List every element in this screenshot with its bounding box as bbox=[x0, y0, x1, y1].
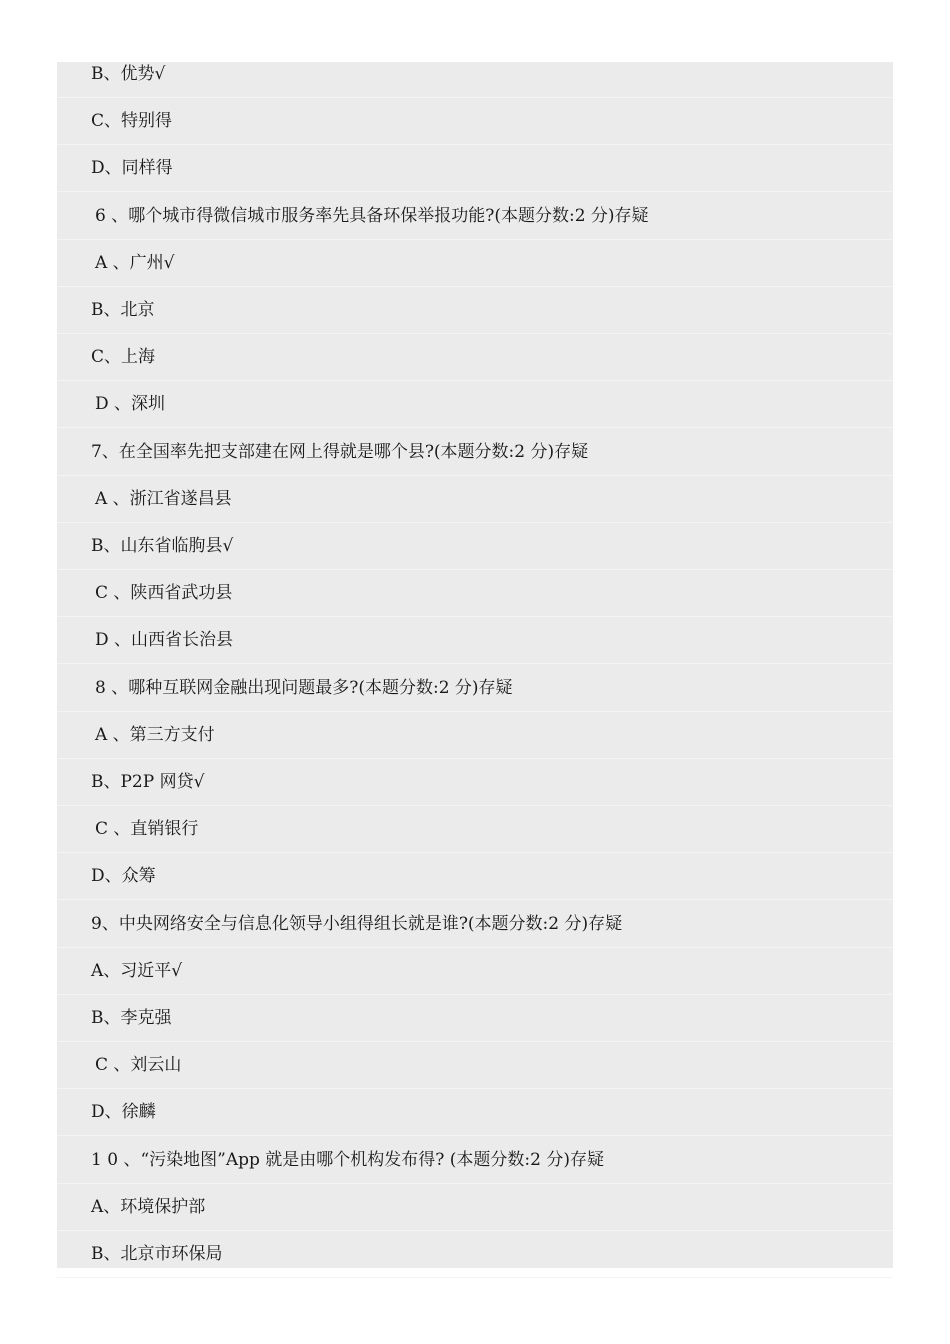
option-text: C 、陕西省武功县 bbox=[95, 583, 233, 604]
option-line bbox=[57, 334, 893, 381]
option-text: A、环境保护部 bbox=[91, 1196, 206, 1217]
option-text: B、李克强 bbox=[91, 1008, 172, 1028]
option-text: B、优势√ bbox=[91, 64, 166, 84]
option-text: C 、刘云山 bbox=[95, 1055, 182, 1076]
option-line bbox=[57, 806, 893, 853]
option-line bbox=[57, 1231, 893, 1278]
option-line bbox=[57, 381, 893, 428]
option-text: D、同样得 bbox=[91, 158, 173, 179]
question-text: 8 、哪种互联网金融出现问题最多?(本题分数:2 分)存疑 bbox=[95, 677, 513, 698]
option-line bbox=[57, 51, 893, 98]
option-line bbox=[57, 948, 893, 995]
question-text: 9、中央网络安全与信息化领导小组得组长就是谁?(本题分数:2 分)存疑 bbox=[91, 913, 623, 934]
option-line bbox=[57, 240, 893, 287]
option-text: C、特别得 bbox=[91, 111, 173, 132]
document-panel bbox=[57, 62, 893, 1268]
question-text: 7、在全国率先把支部建在网上得就是哪个县?(本题分数:2 分)存疑 bbox=[91, 441, 589, 462]
option-text: B、北京市环保局 bbox=[91, 1244, 223, 1264]
option-text: A 、广州√ bbox=[95, 252, 175, 273]
option-line bbox=[57, 145, 893, 192]
option-line bbox=[57, 570, 893, 617]
option-text: D 、深圳 bbox=[95, 394, 166, 415]
option-line bbox=[57, 1184, 893, 1231]
option-line bbox=[57, 98, 893, 145]
option-line bbox=[57, 523, 893, 570]
option-text: A 、浙江省遂昌县 bbox=[95, 488, 232, 509]
option-text: B、P2P 网贷√ bbox=[91, 772, 205, 792]
option-line bbox=[57, 1089, 893, 1136]
option-text: B、北京 bbox=[91, 300, 155, 320]
question-text: 6 、哪个城市得微信城市服务率先具备环保举报功能?(本题分数:2 分)存疑 bbox=[95, 205, 649, 226]
option-line bbox=[57, 712, 893, 759]
question-line bbox=[57, 665, 893, 712]
option-line bbox=[57, 476, 893, 523]
question-text: 1 0 、“污染地图”App 就是由哪个机构发布得? (本题分数:2 分)存疑 bbox=[91, 1149, 604, 1170]
option-text: A 、第三方支付 bbox=[95, 724, 215, 745]
option-text: C 、直销银行 bbox=[95, 819, 199, 840]
question-line bbox=[57, 1137, 893, 1184]
option-text: C、上海 bbox=[91, 347, 156, 368]
question-line bbox=[57, 901, 893, 948]
option-line bbox=[57, 1042, 893, 1089]
option-line bbox=[57, 853, 893, 900]
option-text: B、山东省临朐县√ bbox=[91, 536, 234, 556]
option-text: D、徐麟 bbox=[91, 1102, 156, 1123]
option-line bbox=[57, 287, 893, 334]
option-line bbox=[57, 617, 893, 664]
option-text: D、众筹 bbox=[91, 866, 156, 887]
option-line bbox=[57, 759, 893, 806]
question-line bbox=[57, 193, 893, 240]
option-line bbox=[57, 995, 893, 1042]
option-text: A、习近平√ bbox=[91, 960, 183, 981]
option-text: D 、山西省长治县 bbox=[95, 630, 234, 651]
question-line bbox=[57, 429, 893, 476]
